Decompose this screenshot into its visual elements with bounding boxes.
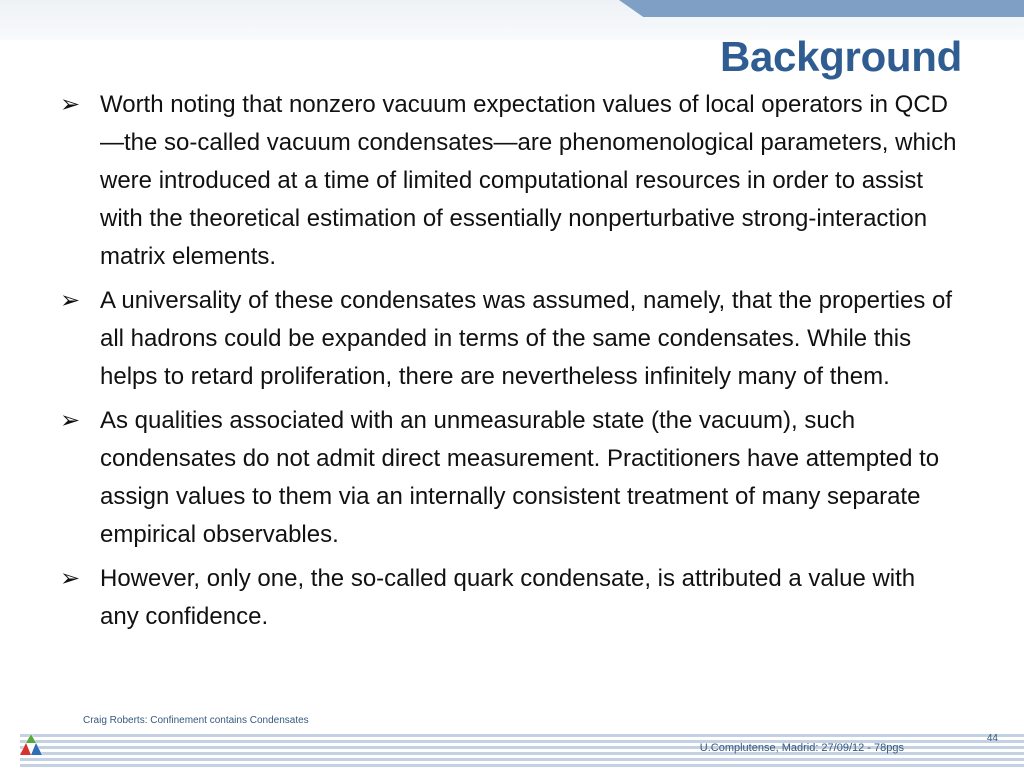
arrow-bullet-icon: ➢ <box>60 407 81 434</box>
arrow-bullet-icon: ➢ <box>60 91 81 118</box>
header-accent-band <box>619 0 1024 17</box>
argonne-logo-icon <box>18 732 44 758</box>
page-number: 44 <box>986 733 998 744</box>
footer-venue: U.Complutense, Madrid: 27/09/12 - 78pgs <box>699 742 904 754</box>
bullet-text: As qualities associated with an unmeasurable state (the vacuum), such condensates do not admit direct measurement. Practitioners have attempted to assign values to them via an internally consistent treatment of many separate empirical observables. <box>100 407 940 548</box>
slide-title: Background <box>719 33 962 80</box>
bullet-text: However, only one, the so-called quark condensate, is attributed a value with any confidence. <box>100 565 916 630</box>
footer-stripe <box>20 758 1024 761</box>
bullet-item <box>60 560 960 636</box>
bullet-text: A universality of these condensates was assumed, namely, that the properties of all hadrons could be expanded in terms of the same condensates. While this helps to retard proliferation, there are nevertheless infinitely many of them. <box>100 287 953 390</box>
bullet-item <box>60 282 960 396</box>
footer-stripe <box>20 734 1024 737</box>
bullet-item <box>60 402 960 554</box>
footer-credit: Craig Roberts: Confinement contains Condensates <box>83 715 309 726</box>
arrow-bullet-icon: ➢ <box>60 287 81 314</box>
bullet-item <box>60 86 960 276</box>
footer-stripe <box>20 764 1024 767</box>
bullet-list <box>60 86 960 642</box>
arrow-bullet-icon: ➢ <box>60 565 81 592</box>
bullet-text: Worth noting that nonzero vacuum expectation values of local operators in QCD—the so-called vacuum condensates—are phenomenological parameters, which were introduced at a time of limited computational resources in order to assist with the theoretical estimation of essentially nonperturbative strong-interaction matrix elements. <box>100 91 957 270</box>
